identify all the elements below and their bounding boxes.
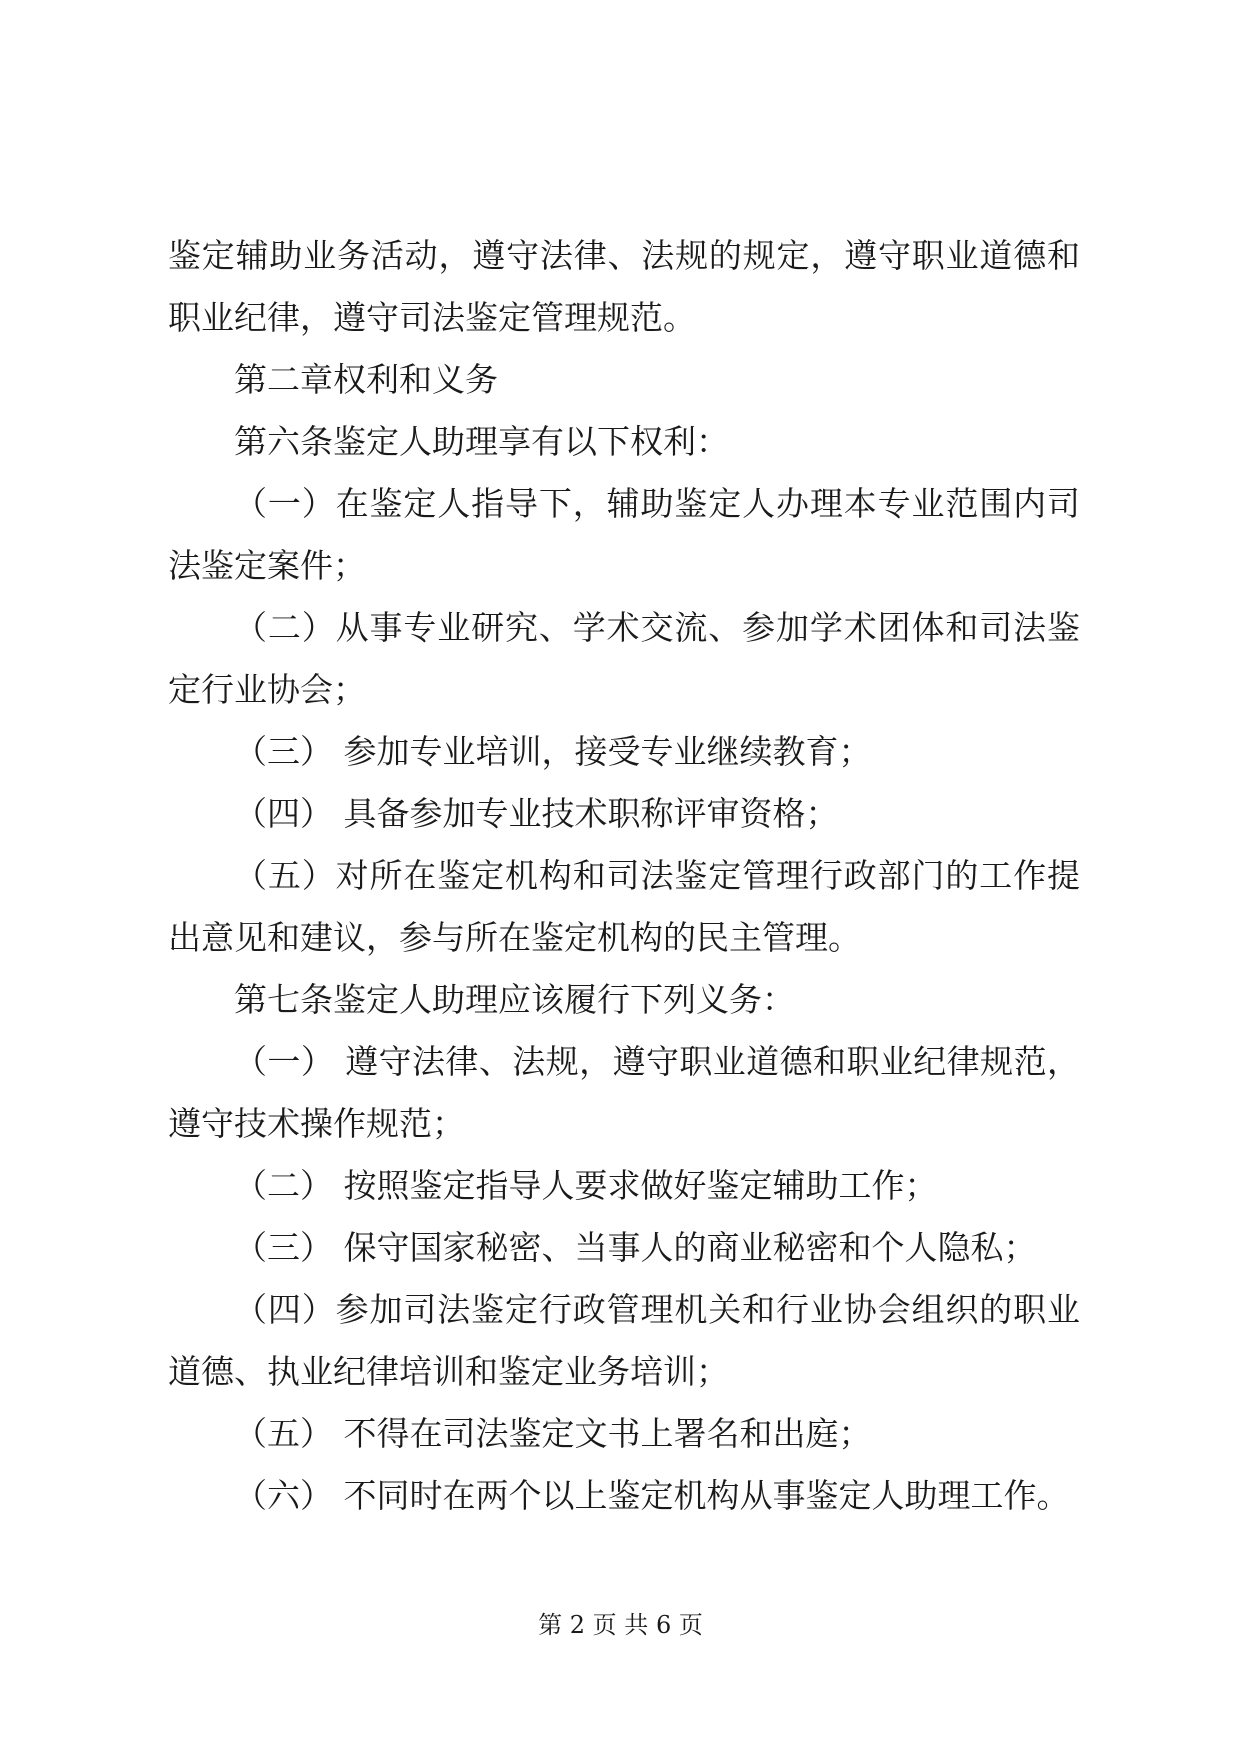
article-heading-7: 第七条鉴定人助理应该履行下列义务： — [234, 980, 795, 1019]
list-item-right-2: （二）从事专业研究、学术交流、参加学术团体和司法鉴定行业协会； — [168, 608, 1080, 709]
list-item-right-1: （一）在鉴定人指导下，辅助鉴定人办理本专业范围内司法鉴定案件； — [168, 484, 1080, 585]
paragraph-continuation: 鉴定辅助业务活动，遵守法律、法规的规定，遵守职业道德和职业纪律，遵守司法鉴定管理规范。 — [168, 236, 1080, 337]
list-item-duty-2: （二） 按照鉴定指导人要求做好鉴定辅助工作； — [234, 1166, 938, 1205]
list-item-duty-4: （四）参加司法鉴定行政管理机关和行业协会组织的职业道德、执业纪律培训和鉴定业务培训； — [168, 1290, 1080, 1391]
page-footer — [0, 1610, 1241, 1640]
article-heading-6: 第六条鉴定人助理享有以下权利： — [234, 422, 729, 461]
chapter-heading: 第二章权利和义务 — [234, 360, 498, 399]
list-item-right-4: （四） 具备参加专业技术职称评审资格； — [234, 794, 839, 833]
document-body — [168, 225, 1080, 1527]
list-item-duty-3: （三） 保守国家秘密、当事人的商业秘密和个人隐私； — [234, 1228, 1037, 1267]
list-item-duty-6: （六） 不同时在两个以上鉴定机构从事鉴定人助理工作。 — [234, 1476, 1070, 1515]
list-item-right-5: （五）对所在鉴定机构和司法鉴定管理行政部门的工作提出意见和建议，参与所在鉴定机构的民主管理。 — [168, 856, 1080, 957]
list-item-duty-5: （五） 不得在司法鉴定文书上署名和出庭； — [234, 1414, 872, 1453]
list-item-right-3: （三） 参加专业培训，接受专业继续教育； — [234, 732, 872, 771]
page-number: 第 2 页 共 6 页 — [538, 1611, 703, 1639]
list-item-duty-1: （一） 遵守法律、法规，遵守职业道德和职业纪律规范，遵守技术操作规范； — [168, 1042, 1080, 1143]
